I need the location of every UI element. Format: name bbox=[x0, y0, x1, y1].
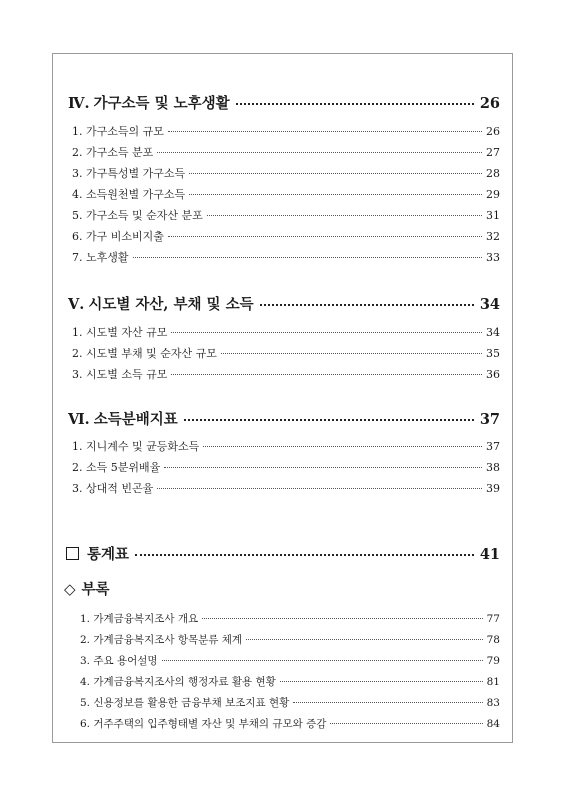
section-title: 소득분배지표 bbox=[93, 411, 178, 428]
toc-item bbox=[72, 228, 500, 244]
appendix-heading bbox=[64, 578, 264, 599]
toc-item-label: 2. 소득 5분위배율 bbox=[72, 461, 161, 474]
section-heading-iv bbox=[68, 92, 500, 113]
section-heading-v bbox=[68, 293, 500, 314]
appendix-item-page: 81 bbox=[486, 676, 500, 688]
dot-leader bbox=[189, 173, 482, 174]
appendix-item-page: 79 bbox=[486, 655, 500, 667]
toc-item bbox=[72, 186, 500, 202]
dot-leader bbox=[133, 257, 483, 258]
toc-item-label: 2. 가구소득 분포 bbox=[72, 146, 154, 159]
toc-item bbox=[72, 480, 500, 496]
toc-item-label: 1. 지니계수 및 균등화소득 bbox=[72, 440, 200, 453]
dot-leader bbox=[203, 446, 482, 447]
appendix-item bbox=[80, 716, 500, 731]
appendix-title: 부록 bbox=[81, 581, 110, 598]
toc-item-page: 27 bbox=[486, 146, 500, 159]
dot-leader bbox=[330, 723, 482, 724]
toc-item bbox=[72, 345, 500, 361]
appendix-item-label: 5. 신용정보를 활용한 금융부채 보조지표 현황 bbox=[80, 697, 290, 709]
toc-item-label: 5. 가구소득 및 순자산 분포 bbox=[72, 209, 203, 222]
appendix-item-page: 77 bbox=[486, 613, 500, 625]
dot-leader bbox=[236, 103, 474, 105]
toc-item-page: 31 bbox=[486, 209, 500, 222]
dot-leader bbox=[184, 419, 474, 421]
dot-leader bbox=[162, 660, 483, 661]
dot-leader bbox=[171, 374, 482, 375]
section-title: 시도별 자산, 부채 및 소득 bbox=[88, 296, 254, 313]
toc-item bbox=[72, 165, 500, 181]
appendix-item-page: 84 bbox=[486, 718, 500, 730]
appendix-item-label: 4. 가계금융복지조사의 행정자료 활용 현황 bbox=[80, 676, 276, 688]
toc-item-page: 38 bbox=[486, 461, 500, 474]
appendix-item-label: 6. 거주주택의 입주형태별 자산 및 부채의 규모와 증감 bbox=[80, 718, 327, 730]
appendix-item bbox=[80, 695, 500, 710]
section-page: 34 bbox=[479, 296, 500, 313]
appendix-item bbox=[80, 674, 500, 689]
section-heading-vi bbox=[68, 408, 500, 429]
toc-item bbox=[72, 459, 500, 475]
toc-item-page: 35 bbox=[486, 347, 500, 360]
toc-item-page: 29 bbox=[486, 188, 500, 201]
section-numeral: Ⅴ. bbox=[68, 296, 85, 313]
dot-leader bbox=[260, 304, 474, 306]
appendix-item-label: 1. 가계금융복지조사 개요 bbox=[80, 613, 199, 625]
toc-item-label: 4. 소득원천별 가구소득 bbox=[72, 188, 186, 201]
toc-item-page: 37 bbox=[486, 440, 500, 453]
appendix-item-page: 83 bbox=[486, 697, 500, 709]
toc-item-page: 36 bbox=[486, 368, 500, 381]
toc-item-label: 3. 시도별 소득 규모 bbox=[72, 368, 168, 381]
toc-item-page: 32 bbox=[486, 230, 500, 243]
appendix-item bbox=[80, 653, 500, 668]
section-title: 가구소득 및 노후생활 bbox=[93, 95, 230, 112]
toc-item bbox=[72, 366, 500, 382]
dot-leader bbox=[135, 554, 474, 556]
appendix-item-page: 78 bbox=[486, 634, 500, 646]
dot-leader bbox=[207, 215, 482, 216]
dot-leader bbox=[221, 353, 482, 354]
dot-leader bbox=[202, 618, 483, 619]
toc-item bbox=[72, 249, 500, 265]
toc-item-label: 1. 가구소득의 규모 bbox=[72, 125, 164, 138]
square-marker-icon bbox=[66, 547, 79, 560]
stats-title: 통계표 bbox=[87, 546, 130, 563]
dot-leader bbox=[280, 681, 483, 682]
toc-item bbox=[72, 438, 500, 454]
dot-leader bbox=[168, 131, 482, 132]
dot-leader bbox=[293, 702, 482, 703]
toc-item-page: 33 bbox=[486, 251, 500, 264]
appendix-item-label: 2. 가계금융복지조사 항목분류 체계 bbox=[80, 634, 243, 646]
toc-item-label: 1. 시도별 자산 규모 bbox=[72, 326, 168, 339]
toc-item bbox=[72, 123, 500, 139]
stats-heading bbox=[66, 543, 500, 564]
toc-item-label: 3. 가구특성별 가구소득 bbox=[72, 167, 186, 180]
toc-item bbox=[72, 207, 500, 223]
section-page: 37 bbox=[479, 411, 500, 428]
toc-item bbox=[72, 324, 500, 340]
dot-leader bbox=[246, 639, 483, 640]
toc-item-label: 6. 가구 비소비지출 bbox=[72, 230, 164, 243]
dot-leader bbox=[171, 332, 482, 333]
appendix-item-label: 3. 주요 용어설명 bbox=[80, 655, 158, 667]
toc-item-label: 7. 노후생활 bbox=[72, 251, 129, 264]
diamond-marker-icon: ◇ bbox=[64, 580, 76, 598]
toc-item-page: 28 bbox=[486, 167, 500, 180]
toc-item-label: 2. 시도별 부채 및 순자산 규모 bbox=[72, 347, 217, 360]
dot-leader bbox=[189, 194, 482, 195]
section-page: 26 bbox=[479, 95, 500, 112]
appendix-item bbox=[80, 632, 500, 647]
toc-item-page: 26 bbox=[486, 125, 500, 138]
toc-item-label: 3. 상대적 빈곤율 bbox=[72, 482, 154, 495]
toc-item-page: 39 bbox=[486, 482, 500, 495]
stats-page: 41 bbox=[479, 546, 500, 563]
toc-item bbox=[72, 144, 500, 160]
appendix-item bbox=[80, 611, 500, 626]
section-numeral: Ⅵ. bbox=[68, 411, 90, 428]
section-numeral: Ⅳ. bbox=[68, 95, 90, 112]
toc-item-page: 34 bbox=[486, 326, 500, 339]
dot-leader bbox=[157, 152, 482, 153]
dot-leader bbox=[157, 488, 482, 489]
dot-leader bbox=[164, 467, 482, 468]
dot-leader bbox=[168, 236, 482, 237]
